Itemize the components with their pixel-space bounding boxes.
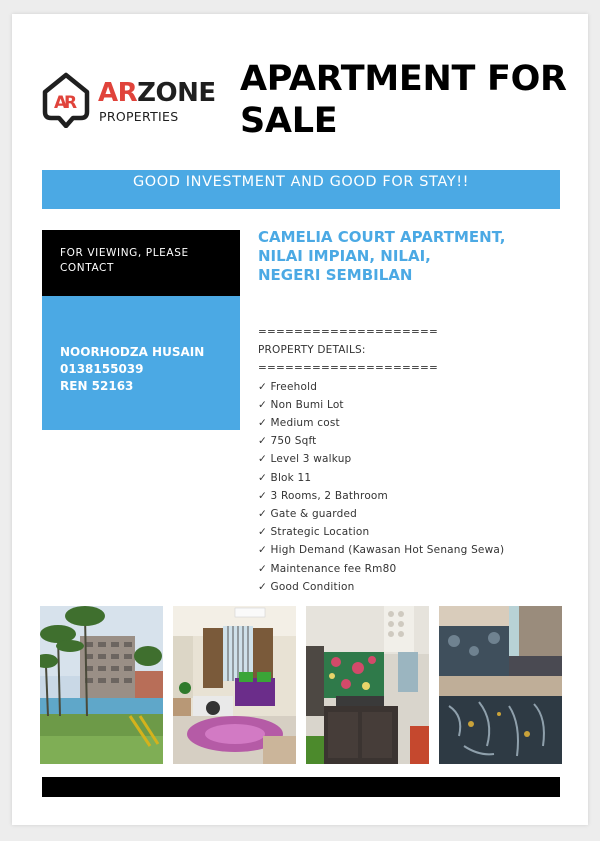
- contact-details: [42, 296, 240, 430]
- details-divider-top: ====================: [258, 326, 438, 338]
- feature-item: ✓ Maintenance fee Rm80: [258, 562, 397, 575]
- bedroom-photo: [439, 606, 562, 764]
- feature-item: ✓ Medium cost: [258, 417, 340, 430]
- flyer-page: [12, 14, 588, 825]
- house-location-pin-icon: [42, 72, 90, 128]
- apartment-exterior-photo: [40, 606, 163, 764]
- property-title-line: NEGERI SEMBILAN: [258, 266, 413, 284]
- property-title: [258, 228, 568, 285]
- title-line-2: SALE: [240, 101, 338, 141]
- logo-brand-text: [98, 79, 216, 107]
- tagline-banner: GOOD INVESTMENT AND GOOD FOR STAY!!: [42, 170, 560, 209]
- contact-prompt: [42, 230, 240, 296]
- contact-prompt-line-1: FOR VIEWING, PLEASE: [60, 247, 189, 259]
- logo-subtitle: PROPERTIES: [99, 109, 179, 124]
- feature-item: ✓ Strategic Location: [258, 526, 370, 539]
- agent-phone: 0138155039: [60, 362, 144, 376]
- feature-item: ✓ Gate & guarded: [258, 508, 358, 521]
- title-line-1: APARTMENT FOR: [240, 59, 567, 99]
- logo-brand-prefix: AR: [98, 78, 138, 108]
- feature-item: ✓ 750 Sqft: [258, 435, 317, 448]
- svg-text:R: R: [64, 93, 78, 113]
- feature-item: ✓ Good Condition: [258, 580, 355, 593]
- agent-name: NOORHODZA HUSAIN: [60, 345, 205, 359]
- feature-item: ✓ 3 Rooms, 2 Bathroom: [258, 489, 388, 502]
- company-logo: [42, 69, 217, 139]
- page-title: [240, 58, 580, 142]
- photo-gallery: [40, 606, 562, 764]
- feature-item: ✓ Level 3 walkup: [258, 453, 352, 466]
- svg-text:A: A: [54, 93, 68, 113]
- feature-item: ✓ High Demand (Kawasan Hot Senang Sewa): [258, 544, 505, 557]
- details-divider-bottom: ====================: [258, 362, 438, 375]
- living-room-photo: [173, 606, 296, 764]
- agent-ren: REN 52163: [60, 379, 134, 393]
- property-title-line: CAMELIA COURT APARTMENT,: [258, 228, 506, 246]
- contact-prompt-line-2: CONTACT: [60, 262, 114, 274]
- feature-item: ✓ Blok 11: [258, 471, 312, 484]
- logo-brand-suffix: ZONE: [137, 78, 216, 108]
- kitchen-photo: [306, 606, 429, 764]
- feature-item: ✓ Freehold: [258, 380, 318, 393]
- feature-item: ✓ Non Bumi Lot: [258, 398, 344, 411]
- details-heading: PROPERTY DETAILS:: [258, 344, 366, 357]
- footer-bar: [42, 777, 560, 797]
- property-details: [258, 323, 578, 596]
- property-title-line: NILAI IMPIAN, NILAI,: [258, 247, 431, 265]
